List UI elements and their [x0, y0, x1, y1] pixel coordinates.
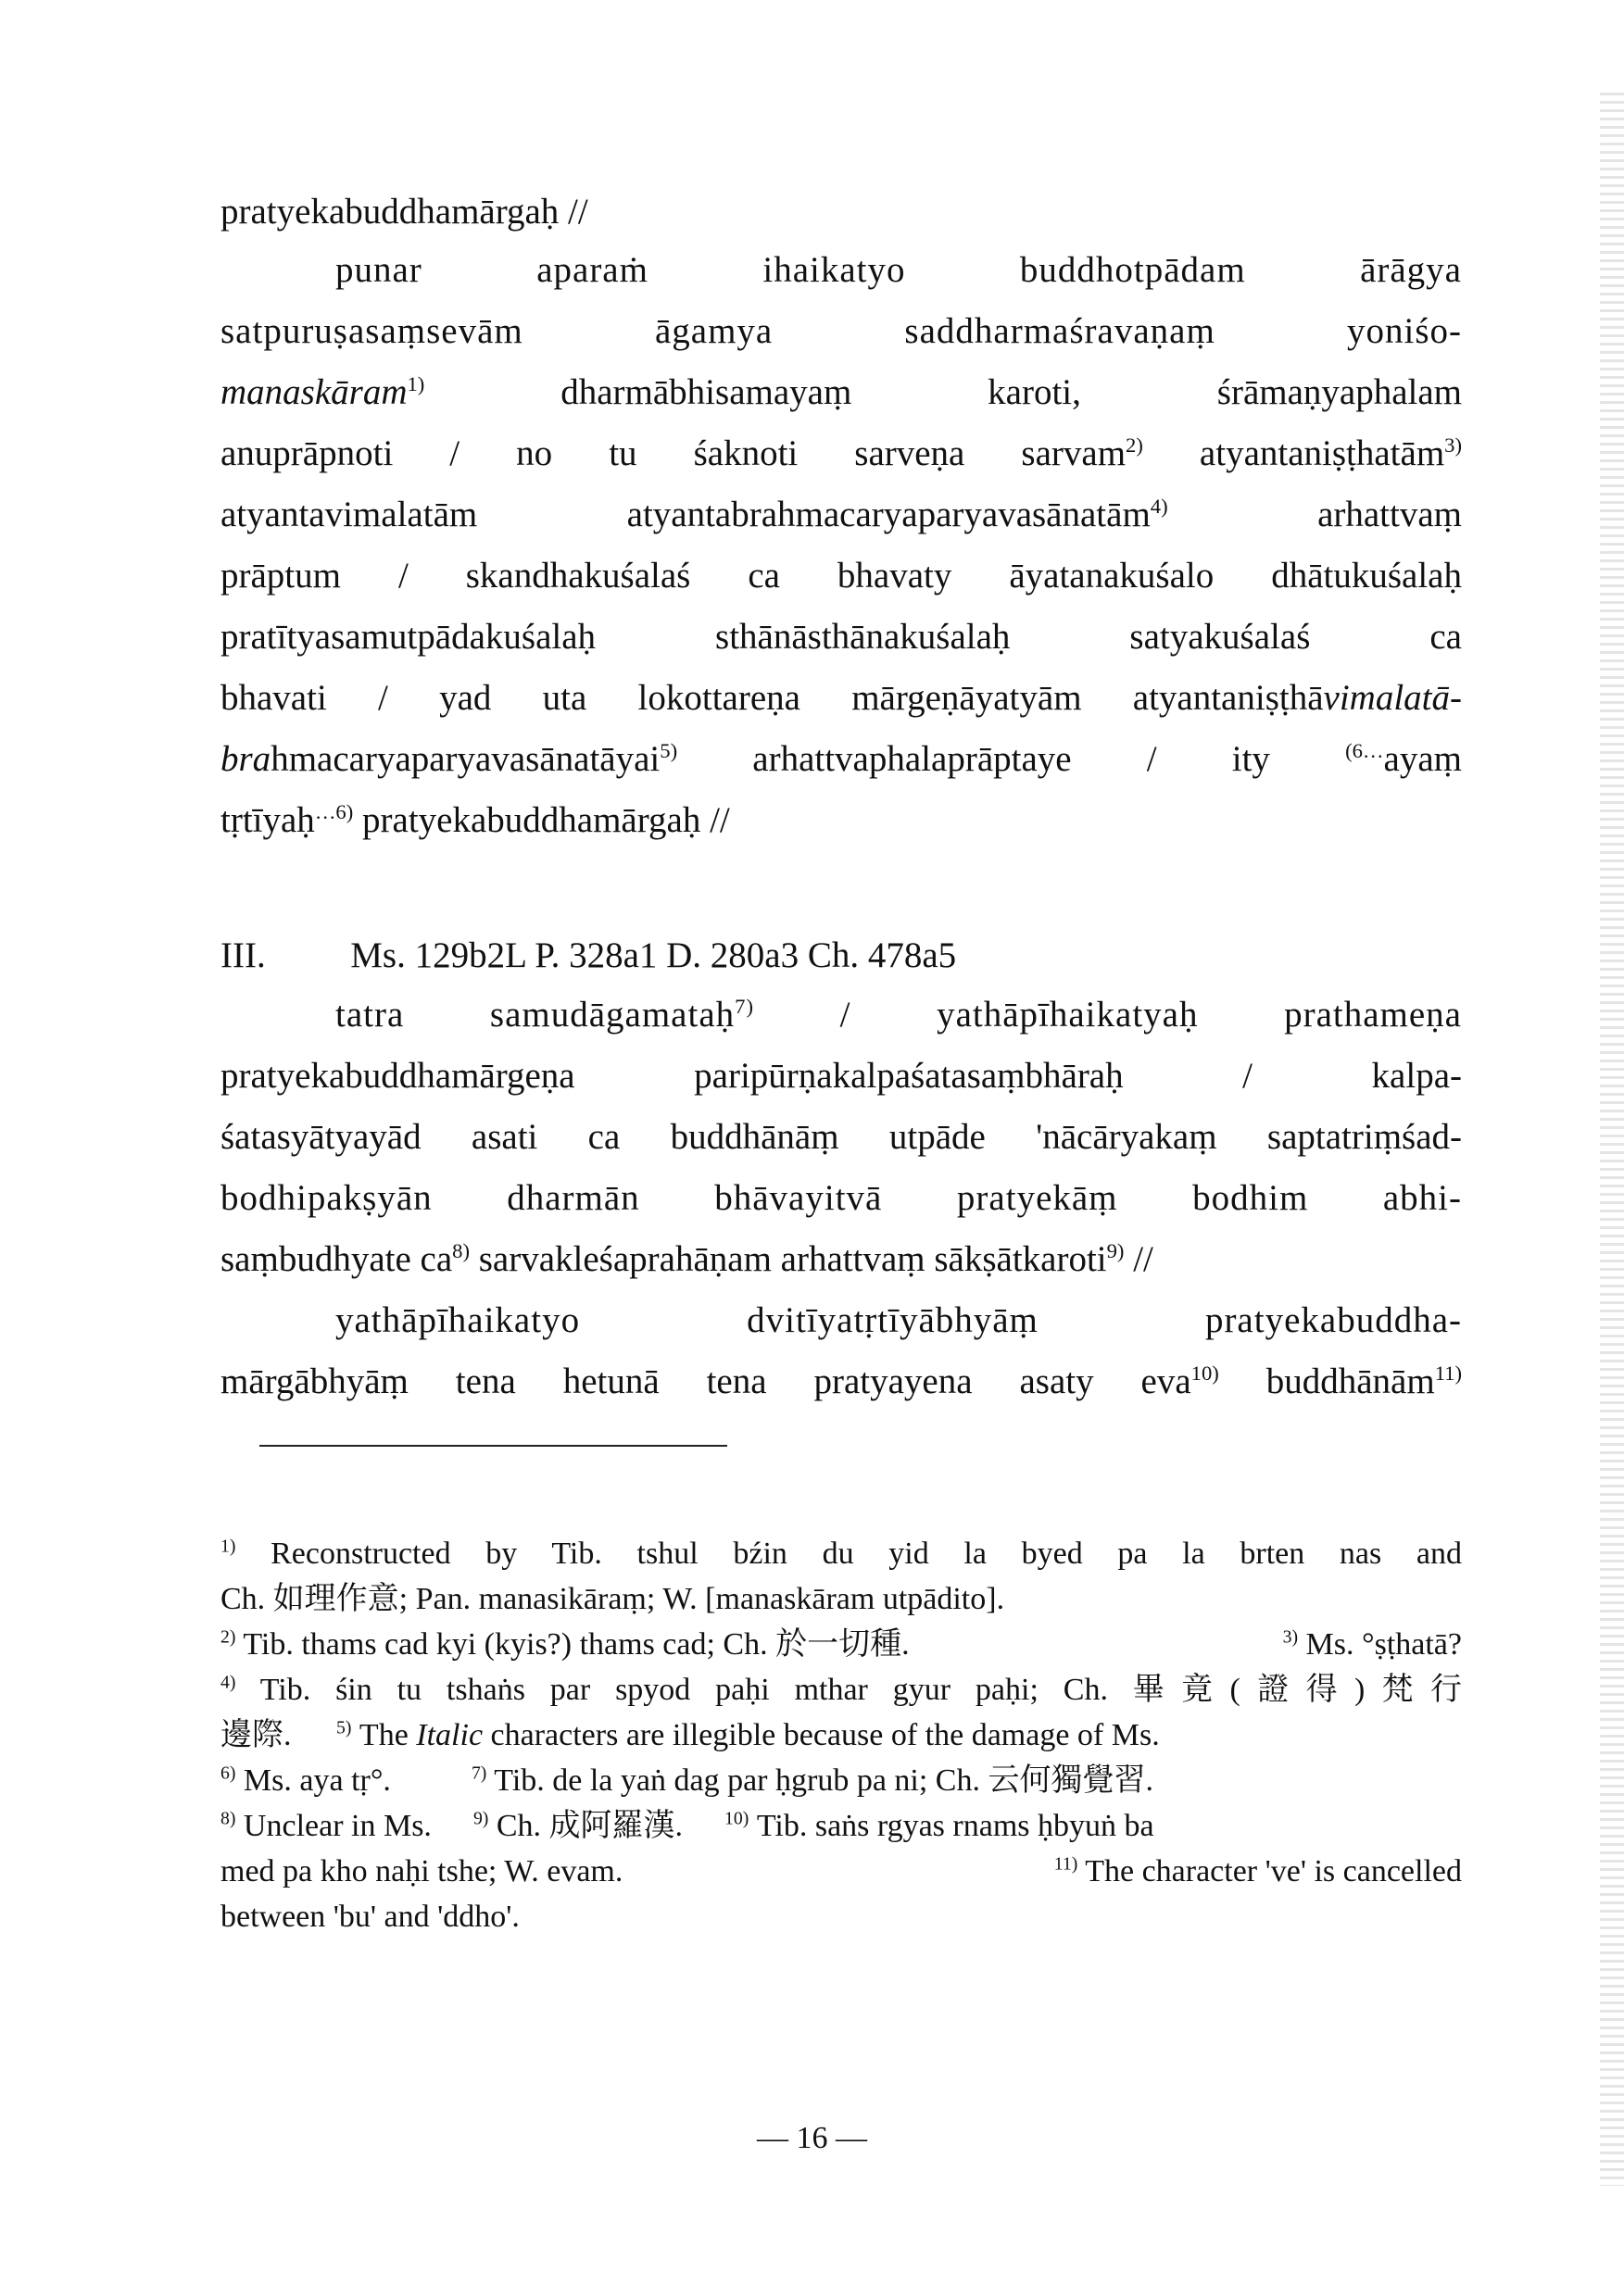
section-heading	[220, 934, 1462, 978]
footnote-line: $^{2)}$ Tib. thams cad kyi (kyis?) thams cad; Ch. 於一切種. $^{3)}$ Ms. °ṣṭhatā?	[220, 1626, 1462, 1662]
footnote-line: med pa kho naḥi tshe; W. evam. $^{11)}$ The character 've' is cancelled	[220, 1853, 1462, 1888]
page-number: — 16 —	[757, 2121, 867, 2155]
text-line: tṛtīyaḥ$^{\dots 6)}$ pratyekabuddhamārgaḥ //	[220, 800, 730, 840]
text-line: prāptum / skandhakuśalaś ca bhavaty āyatanakuśalo dhātukuśalaḥ	[220, 556, 1462, 596]
footnote-line: Ch. 如理作意; Pan. manasikāraṃ; W. [manaskāram utpādito].	[220, 1582, 1005, 1616]
text-line: śatasyātyayād asati ca buddhānāṃ utpāde 'nācāryakaṃ saptatriṃśad-	[220, 1117, 1462, 1157]
section-refs: Ms. 129b2L P. 328a1 D. 280a3 Ch. 478a5	[350, 935, 957, 975]
text-line: pratyekabuddhamārgeṇa paripūrṇakalpaśatasaṃbhāraḥ / kalpa-	[220, 1056, 1462, 1096]
text-line: pratyekabuddhamārgaḥ //	[220, 192, 588, 232]
footnote-line: between 'bu' and 'ddho'.	[220, 1900, 520, 1934]
footnote-line: $^{1)}$ Reconstructed by Tib. tshul bźin du yid la byed pa la brten nas and	[220, 1536, 1463, 1571]
text-line: mārgābhyāṃ tena hetunā tena pratyayena asaty eva$^{10)}$ buddhānām$^{11)}$	[220, 1361, 1462, 1401]
text-line: atyantavimalatām atyantabrahmacaryaparyavasānatām$^{4)}$ arhattvaṃ	[220, 495, 1462, 534]
section-number: III.	[220, 935, 266, 975]
text-line: yathāpīhaikatyo dvitīyatṛtīyābhyāṃ pratyekabuddha-	[335, 1300, 1462, 1340]
footnote-line: $^{4)}$ Tib. śin tu tshaṅs par spyod paḥi mthar gyur paḥi; Ch. 畢竟(證得)梵行	[220, 1672, 1463, 1707]
text-line: tatra samudāgamataḥ$^{7)}$ / yathāpīhaikatyaḥ prathameṇa	[335, 995, 1462, 1035]
text-line: anuprāpnoti / no tu śaknoti sarveṇa sarvam$^{2)}$ atyantaniṣṭhatām$^{3)}$	[220, 433, 1463, 473]
scan-edge-shadow	[1600, 93, 1624, 2186]
text-line: saṃbudhyate $ca^{8)}$ sarvakleśaprahāṇam arhattvaṃ sākṣātkaroti$^{9)}$ //	[220, 1239, 1153, 1279]
text-line: brahmacaryaparyavasānatāyai$^{5)}$ arhattvaphalaprāptaye / ity $^{(6\dots}$ayaṃ	[220, 739, 1463, 779]
footnote-line: $^{6)}$ Ms. aya tṛ°. $^{7)}$ Tib. de la yaṅ dag par ḥgrub pa ni; Ch. 云何獨覺習.	[220, 1763, 1153, 1798]
footnote-divider	[259, 1445, 727, 1447]
text-line: satpuruṣasaṃsevām āgamya saddharmaśravaṇaṃ yoniśo-	[220, 311, 1462, 351]
footnote-line: 邊際. $^{5)}$ The Italic characters are illegible because of the damage of Ms.	[220, 1717, 1160, 1752]
text-line: bodhipakṣyān dharmān bhāvayitvā pratyekāṃ bodhim abhi-	[220, 1178, 1462, 1218]
text-line: pratītyasamutpādakuśalaḥ sthānāsthānakuśalaḥ satyakuśalaś ca	[220, 617, 1462, 657]
text-line: manaskāram$^{1)}$ dharmābhisamayaṃ karoti, śrāmaṇyaphalam	[220, 372, 1463, 412]
text-line: punar aparaṁ ihaikatyo buddhotpādam ārāgya	[335, 250, 1462, 290]
text-line: bhavati / yad uta lokottareṇa mārgeṇāyatyām atyantaniṣṭhāvimalatā-	[220, 678, 1462, 718]
footnote-line: $^{8)}$ Unclear in Ms. $^{9)}$ Ch. 成阿羅漢. $^{10)}$ Tib. saṅs rgyas rnams ḥbyuṅ ba	[220, 1808, 1154, 1843]
